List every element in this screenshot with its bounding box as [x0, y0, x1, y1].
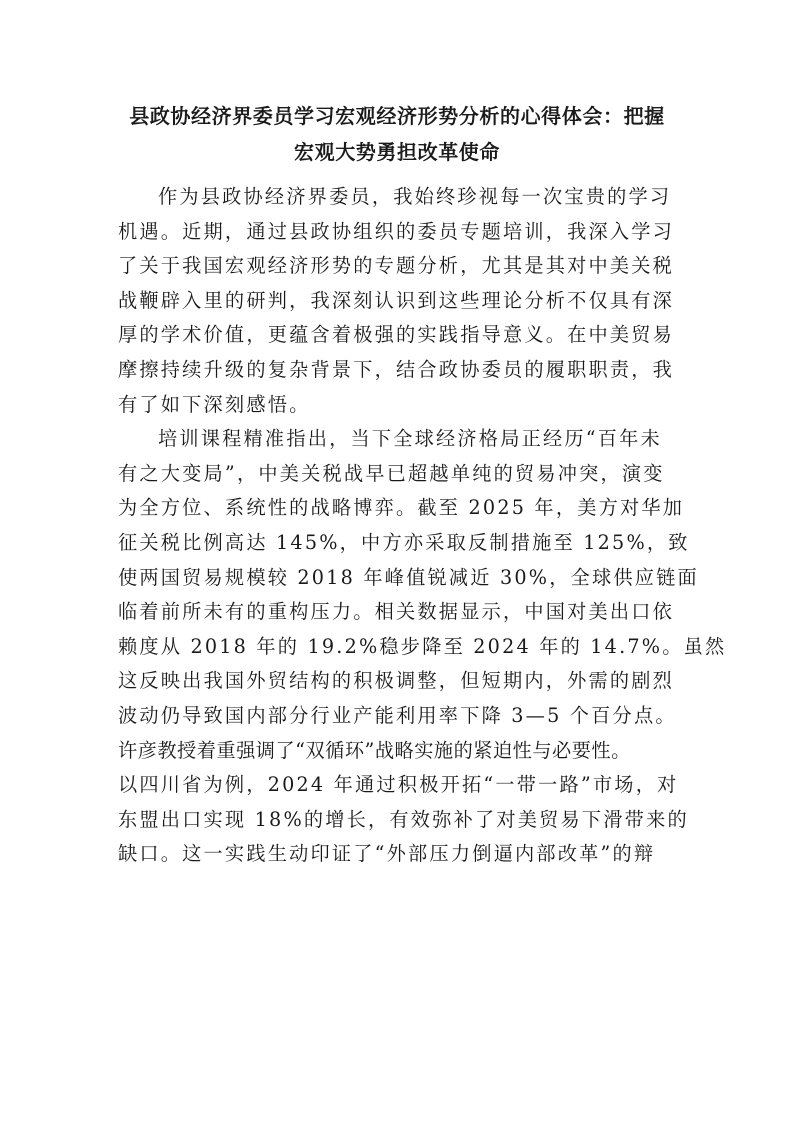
text-line: 战鞭辟入里的研判，我深刻认识到这些理论分析不仅具有深	[118, 288, 675, 312]
text-line: 培训课程精准指出，当下全球经济格局正经历“百年未	[158, 427, 662, 451]
text-line: 赖度从 2018 年的 19.2%稳步降至 2024 年的 14.7%。虽然	[118, 634, 727, 658]
text-line: 了关于我国宏观经济形势的专题分析，尤其是其对中美关税	[118, 254, 675, 278]
text-line: 有之大变局”，中美关税战早已超越单纯的贸易冲突，演变	[118, 461, 665, 485]
text-line: 机遇。近期，通过县政协组织的委员专题培训，我深入学习	[118, 219, 675, 243]
text-line: 许彦教授着重强调了“双循环”战略实施的紧迫性与必要性。	[118, 738, 631, 762]
text-line: 使两国贸易规模较 2018 年峰值锐减近 30%，全球供应链面	[118, 565, 699, 589]
text-line: 作为县政协经济界委员，我始终珍视每一次宝贵的学习	[158, 185, 672, 208]
text-line: 这反映出我国外贸结构的积极调整，但短期内，外需的剧烈	[118, 669, 675, 693]
paragraph-1	[118, 180, 678, 422]
paragraph-2	[118, 422, 727, 872]
text-line: 厚的学术价值，更蕴含着极强的实践指导意义。在中美贸易	[118, 323, 675, 347]
text-line: 征关税比例高达 145%，中方亦采取反制措施至 125%，致	[118, 530, 690, 554]
text-line: 临着前所未有的重构压力。相关数据显示，中国对美出口依	[118, 600, 675, 624]
document-body	[118, 180, 727, 872]
document-title	[116, 98, 678, 170]
text-line: 有了如下深刻感悟。	[118, 392, 311, 416]
title-line-2: 宏观大势勇担改革使命	[294, 140, 500, 164]
text-line: 东盟出口实现 18%的增长，有效弥补了对美贸易下滑带来的	[118, 807, 689, 831]
text-line: 缺口。这一实践生动印证了“外部压力倒逼内部改革”的辩	[118, 842, 656, 866]
text-line: 波动仍导致国内部分行业产能利用率下降 3—5 个百分点。	[118, 703, 677, 727]
text-line: 以四川省为例，2024 年通过积极开拓“一带一路”市场，对	[118, 773, 679, 797]
text-line: 摩擦持续升级的复杂背景下，结合政协委员的履职职责，我	[118, 357, 675, 381]
title-line-1: 县政协经济界委员学习宏观经济形势分析的心得体会：把握	[129, 104, 665, 128]
text-line: 为全方位、系统性的战略博弈。截至 2025 年，美方对华加	[118, 496, 685, 520]
